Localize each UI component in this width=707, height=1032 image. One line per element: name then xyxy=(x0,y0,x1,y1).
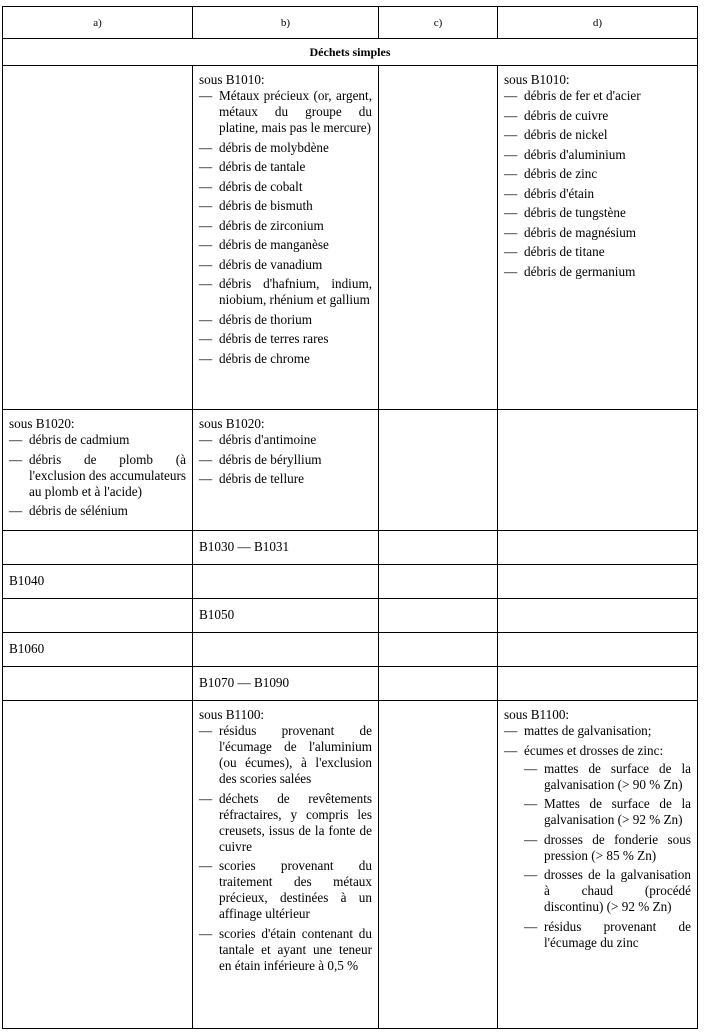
list-item-label: écumes et drosses de zinc: xyxy=(524,742,664,758)
cell-b xyxy=(193,633,379,667)
section-row xyxy=(3,39,698,66)
list-item: — débris de chrome xyxy=(199,351,372,367)
header-row xyxy=(3,7,698,39)
cell-b xyxy=(193,531,379,565)
cell-a xyxy=(3,66,193,410)
cell-d xyxy=(498,701,698,1029)
cell-c xyxy=(379,633,498,667)
list-item: — débris de magnésium xyxy=(504,225,691,241)
list-item: — débris de tellure xyxy=(199,471,372,487)
list-item: — débris d'étain xyxy=(504,186,691,202)
list-item: — débris de bismuth xyxy=(199,198,372,214)
cell-d xyxy=(498,531,698,565)
cell-heading: sous B1010: xyxy=(199,72,265,87)
table-row xyxy=(3,667,698,701)
list-item: — débris de sélénium xyxy=(9,503,186,519)
cell-d xyxy=(498,565,698,599)
cell-c xyxy=(379,66,498,410)
cell-d xyxy=(498,633,698,667)
cell-a xyxy=(3,410,193,531)
cell-c xyxy=(379,410,498,531)
list-item: — résidus provenant de l'écumage de l'aluminium (ou écumes), à l'exclusion des scories salées xyxy=(199,723,372,787)
table-row xyxy=(3,701,698,1029)
list-item: — débris d'antimoine xyxy=(199,432,372,448)
cell-c xyxy=(379,667,498,701)
cell-b xyxy=(193,599,379,633)
sub-list-item: — résidus provenant de l'écumage du zinc xyxy=(524,919,691,951)
header-b: b) xyxy=(193,7,379,39)
list-item: — débris de plomb (à l'exclusion des accumulateurs au plomb et à l'acide) xyxy=(9,452,186,500)
list-item: — débris de thorium xyxy=(199,312,372,328)
cell-a xyxy=(3,701,193,1029)
cell-a xyxy=(3,531,193,565)
code: B1040 xyxy=(9,573,45,588)
list-item: — débris de tantale xyxy=(199,159,372,175)
cell-a xyxy=(3,667,193,701)
header-c: c) xyxy=(379,7,498,39)
table-row xyxy=(3,565,698,599)
cell-d xyxy=(498,599,698,633)
list-item: — débris de béryllium xyxy=(199,452,372,468)
list-item: — scories d'étain contenant du tantale et ayant une teneur en étain inférieure à 0,5 % xyxy=(199,926,372,974)
code-range: B1030 — B1031 xyxy=(199,539,290,554)
code: B1060 xyxy=(9,641,45,656)
cell-b xyxy=(193,701,379,1029)
cell-heading: sous B1100: xyxy=(504,707,570,722)
list-item: — débris de tungstène xyxy=(504,205,691,221)
sub-list-item: — Mattes de surface de la galvanisation (> 92 % Zn) xyxy=(524,796,691,828)
cell-heading: sous B1020: xyxy=(199,416,265,431)
list-item: — débris de molybdène xyxy=(199,140,372,156)
cell-b xyxy=(193,66,379,410)
cell-c xyxy=(379,565,498,599)
list-item xyxy=(504,743,691,951)
list-item: — déchets de revêtements réfractaires, y compris les creusets, issus de la fonte de cuivre xyxy=(199,791,372,855)
cell-heading: sous B1020: xyxy=(9,416,75,431)
list-item: — débris de vanadium xyxy=(199,257,372,273)
cell-c xyxy=(379,599,498,633)
cell-a xyxy=(3,599,193,633)
list-item: — débris de zinc xyxy=(504,166,691,182)
cell-heading: sous B1100: xyxy=(199,707,265,722)
cell-d xyxy=(498,667,698,701)
code-range: B1070 — B1090 xyxy=(199,675,290,690)
cell-d xyxy=(498,66,698,410)
cell-c xyxy=(379,531,498,565)
header-d: d) xyxy=(498,7,698,39)
list-item: — débris d'hafnium, indium, niobium, rhénium et gallium xyxy=(199,276,372,308)
header-a: a) xyxy=(3,7,193,39)
list-item: — débris de fer et d'acier xyxy=(504,88,691,104)
list-item: — débris d'aluminium xyxy=(504,147,691,163)
list-item: — débris de cobalt xyxy=(199,179,372,195)
table-row xyxy=(3,66,698,410)
cell-c xyxy=(379,701,498,1029)
table-row xyxy=(3,633,698,667)
list-item: — mattes de galvanisation; xyxy=(504,723,691,739)
cell-heading: sous B1010: xyxy=(504,72,570,87)
list-item: — débris de germanium xyxy=(504,264,691,280)
list-item: — débris de terres rares xyxy=(199,331,372,347)
table-row xyxy=(3,599,698,633)
table-row xyxy=(3,410,698,531)
list-item: — débris de cuivre xyxy=(504,108,691,124)
section-title: Déchets simples xyxy=(3,39,698,66)
sub-list-item: — mattes de surface de la galvanisation (> 90 % Zn) xyxy=(524,761,691,793)
code: B1050 xyxy=(199,607,235,622)
sub-list-item: — drosses de fonderie sous pression (> 85 % Zn) xyxy=(524,832,691,864)
list-item: — débris de manganèse xyxy=(199,237,372,253)
cell-b xyxy=(193,565,379,599)
list-item: — Métaux précieux (or, argent, métaux du groupe du platine, mais pas le mercure) xyxy=(199,88,372,136)
cell-a xyxy=(3,633,193,667)
cell-b xyxy=(193,410,379,531)
list-item: — débris de zirconium xyxy=(199,218,372,234)
list-item: — débris de cadmium xyxy=(9,432,186,448)
cell-d xyxy=(498,410,698,531)
sub-list-item: — drosses de la galvanisation à chaud (procédé discontinu) (> 92 % Zn) xyxy=(524,867,691,915)
list-item: — scories provenant du traitement des métaux précieux, destinées à un affinage ultérieur xyxy=(199,858,372,922)
table-row xyxy=(3,531,698,565)
waste-table xyxy=(2,6,698,1029)
list-item: — débris de titane xyxy=(504,244,691,260)
cell-a xyxy=(3,565,193,599)
list-item: — débris de nickel xyxy=(504,127,691,143)
cell-b xyxy=(193,667,379,701)
